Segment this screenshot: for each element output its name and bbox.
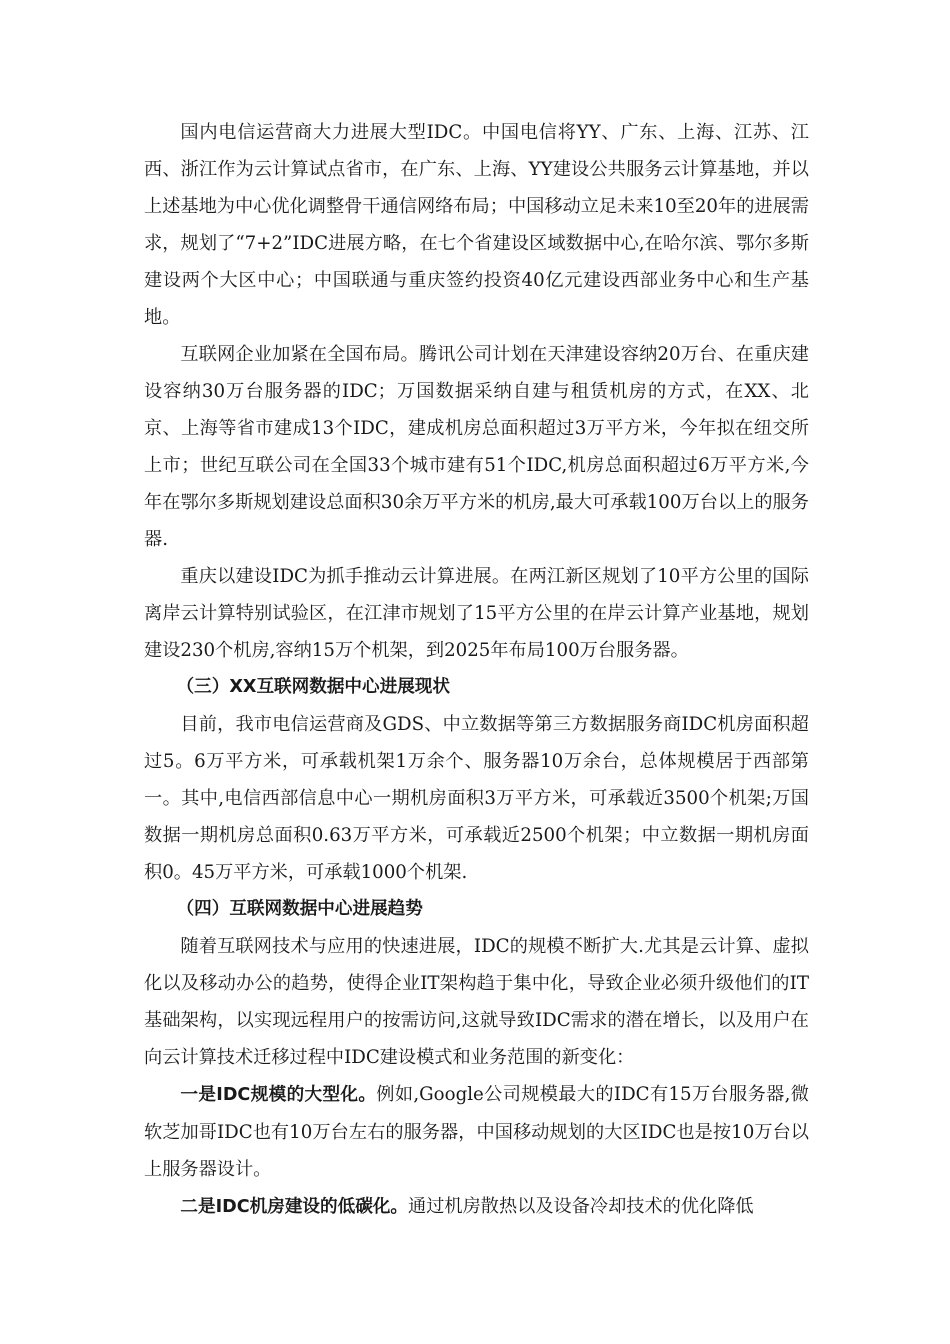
paragraph-trend-two xyxy=(144,1188,809,1226)
section-heading-3: （三）XX互联网数据中心进展现状 xyxy=(176,677,450,697)
trend-two-lead: 二是IDC机房建设的低碳化。 xyxy=(180,1197,408,1217)
paragraph-trend-one xyxy=(144,1076,809,1188)
trend-one-lead: 一是IDC规模的大型化。 xyxy=(180,1085,377,1105)
paragraph-chongqing: 重庆以建设IDC为抓手推动云计算进展。在两江新区规划了10平方公里的国际离岸云计算特别试验区，在江津市规划了15平方公里的在岸云计算产业基地，规划建设230个机房,容纳15万个机架，到2025年布局100万台服务器。 xyxy=(144,566,809,661)
paragraph-internet-companies: 互联网企业加紧在全国布局。腾讯公司计划在天津建设容纳20万台、在重庆建设容纳30万台服务器的IDC；万国数据采纳自建与租赁机房的方式，在XX、北京、上海等省市建成13个IDC，建成机房总面积超过3万平方米，今年拟在纽交所上市；世纪互联公司在全国33个城市建有51个IDC,机房总面积超过6万平方米,今年在鄂尔多斯规划建设总面积30余万平方米的机房,最大可承载100万台以上的服务器. xyxy=(144,344,809,550)
trend-two-body: 通过机房散热以及设备冷却技术的优化降低 xyxy=(408,1196,754,1217)
document-body xyxy=(144,114,809,1226)
paragraph-trends: 随着互联网技术与应用的快速进展，IDC的规模不断扩大.尤其是云计算、虚拟化以及移动办公的趋势，使得企业IT架构趋于集中化，导致企业必须升级他们的IT基础架构，以实现远程用户的按需访问,这就导致IDC需求的潜在增长，以及用户在向云计算技术迁移过程中IDC建设模式和业务范围的新变化： xyxy=(144,936,809,1068)
section-heading-4: （四）互联网数据中心进展趋势 xyxy=(176,899,423,919)
paragraph-current-status: 目前，我市电信运营商及GDS、中立数据等第三方数据服务商IDC机房面积超过5。6万平方米，可承载机架1万余个、服务器10万余台，总体规模居于西部第一。其中,电信西部信息中心一期机房面积3万平方米，可承载近3500个机架;万国数据一期机房总面积0.63万平方米，可承载近2500个机架；中立数据一期机房面积0。45万平方米，可承载1000个机架. xyxy=(144,714,809,883)
paragraph-telecom-operators: 国内电信运营商大力进展大型IDC。中国电信将YY、广东、上海、江苏、江西、浙江作为云计算试点省市，在广东、上海、YY建设公共服务云计算基地，并以上述基地为中心优化调整骨干通信网络布局；中国移动立足未来10至20年的进展需求，规划了“7+2”IDC进展方略，在七个省建设区域数据中心,在哈尔滨、鄂尔多斯建设两个大区中心；中国联通与重庆签约投资40亿元建设西部业务中心和生产基地。 xyxy=(144,122,809,328)
trend-one-body: 例如,Google公司规模最大的IDC有15万台服务器,微软芝加哥IDC也有10万台左右的服务器，中国移动规划的大区IDC也是按10万台以上服务器设计。 xyxy=(144,1084,809,1180)
